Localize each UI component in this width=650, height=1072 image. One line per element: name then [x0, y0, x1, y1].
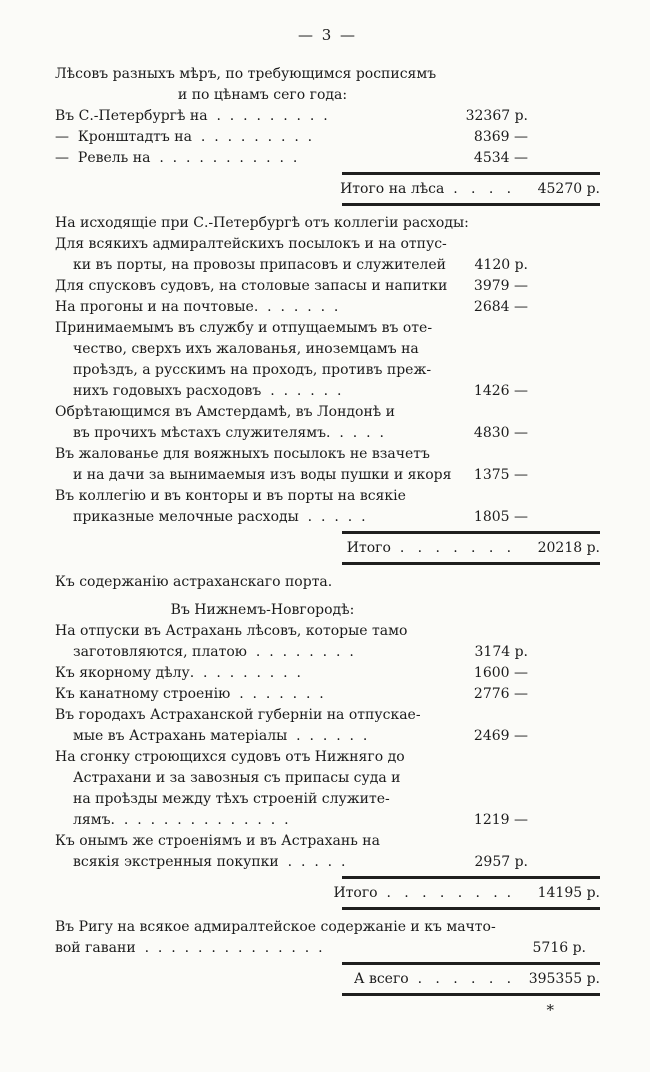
sum-rule	[342, 907, 600, 910]
text-line	[55, 276, 600, 297]
line-text: Итого . . . . . . .	[346, 540, 520, 556]
text-line	[55, 852, 600, 873]
sum-rule	[342, 993, 600, 996]
text-line	[55, 402, 600, 423]
line-amount: 4120 р.	[474, 257, 528, 273]
text-line	[55, 938, 600, 959]
line-amount: 2957 р.	[474, 854, 528, 870]
margin-spacer	[528, 297, 600, 318]
line-amount	[460, 789, 528, 810]
margin-spacer	[528, 339, 600, 360]
text-line	[55, 444, 600, 465]
text-line	[55, 423, 600, 444]
margin-spacer	[528, 663, 600, 684]
sum-rule	[342, 562, 600, 565]
line-text: вой гавани . . . . . . . . . . . . . .	[55, 940, 323, 956]
text-line: Въ Ригу на всякое адмиралтейское содержаніе и къ мачто-	[55, 919, 496, 935]
line-amount: 2469 —	[473, 728, 528, 744]
text-line	[55, 148, 600, 169]
line-text: приказные мелочные расходы . . . . .	[73, 509, 366, 525]
line-amount: 2684 —	[473, 299, 528, 315]
line-text: Въ С.-Петербургѣ на . . . . . . . . .	[55, 108, 328, 124]
line-text: Къ онымъ же строеніямъ и въ Астрахань на	[55, 833, 380, 849]
footnote-mark: *	[546, 1001, 554, 1019]
line-amount: 20218 р.	[537, 540, 600, 556]
text-line	[55, 705, 600, 726]
margin-spacer	[528, 810, 600, 831]
margin-spacer	[528, 465, 600, 486]
line-text: Въ городахъ Астраханской губерніи на отпускае-	[55, 707, 421, 723]
line-text: чество, сверхъ ихъ жалованья, иноземцамъ на	[73, 341, 419, 357]
text-line	[55, 234, 600, 255]
sum-rule	[342, 531, 600, 534]
text-line	[55, 255, 600, 276]
text-line: Въ Нижнемъ-Новгородѣ:	[170, 602, 355, 618]
total-line	[55, 969, 600, 990]
line-amount: 4534 —	[473, 150, 528, 166]
margin-spacer	[528, 768, 600, 789]
document-body	[55, 64, 600, 1021]
line-text: и на дачи за вынимаемыя изъ воды пушки и якоря	[73, 467, 452, 483]
line-text: Къ канатному строенію . . . . . . .	[55, 686, 324, 702]
text-line	[55, 726, 600, 747]
text-line: Къ содержанію астраханскаго порта.	[55, 574, 333, 590]
margin-spacer	[528, 106, 600, 127]
line-amount	[460, 360, 528, 381]
line-amount: 8369 —	[473, 129, 528, 145]
line-amount	[460, 768, 528, 789]
margin-spacer	[528, 831, 600, 852]
margin-spacer	[528, 234, 600, 255]
line-text: на проѣзды между тѣхъ строеній служите-	[73, 791, 390, 807]
text-line	[55, 486, 600, 507]
line-amount	[460, 747, 528, 768]
margin-spacer	[528, 789, 600, 810]
text-line: На исходящіе при С.-Петербургѣ отъ коллегіи расходы:	[55, 215, 469, 231]
text-line	[55, 621, 600, 642]
margin-spacer	[528, 852, 600, 873]
line-amount: 3979 —	[473, 278, 528, 294]
text-line	[55, 318, 600, 339]
line-amount: 1805 —	[473, 509, 528, 525]
line-amount	[460, 831, 528, 852]
line-amount: 5716 р.	[532, 940, 586, 956]
text-line	[55, 360, 600, 381]
line-amount: 1426 —	[473, 383, 528, 399]
margin-spacer	[528, 402, 600, 423]
line-text: нихъ годовыхъ расходовъ . . . . . .	[73, 383, 342, 399]
sum-rule	[342, 203, 600, 206]
line-amount	[460, 234, 528, 255]
line-text: Обрѣтающимся въ Амстердамѣ, въ Лондонѣ и	[55, 404, 395, 420]
line-amount	[460, 621, 528, 642]
line-text: На сгонку строющихся судовъ отъ Нижняго до	[55, 749, 405, 765]
line-text: въ прочихъ мѣстахъ служителямъ. . . . .	[73, 425, 384, 441]
line-text: всякія экстренныя покупки . . . . .	[73, 854, 346, 870]
line-text: мые въ Астрахань матеріалы . . . . . .	[73, 728, 368, 744]
margin-spacer	[528, 642, 600, 663]
sum-rule	[342, 172, 600, 175]
line-text: — Кронштадтъ на . . . . . . . . .	[55, 129, 313, 145]
line-amount	[460, 318, 528, 339]
line-text: Итого на лѣса . . . .	[340, 181, 520, 197]
margin-spacer	[528, 747, 600, 768]
line-text: Для спусковъ судовъ, на столовые запасы и напитки	[55, 278, 448, 294]
text-line	[55, 465, 600, 486]
line-text: Для всякихъ адмиралтейскихъ посылокъ и на отпус-	[55, 236, 447, 252]
text-line	[55, 747, 600, 768]
line-text: Въ жалованье для вояжныхъ посылокъ не взачетъ	[55, 446, 430, 462]
line-text: Итого . . . . . . . .	[333, 885, 520, 901]
text-line	[55, 381, 600, 402]
margin-spacer	[528, 318, 600, 339]
line-amount	[460, 705, 528, 726]
margin-spacer	[528, 276, 600, 297]
text-line	[55, 789, 600, 810]
line-text: А всего . . . . . .	[353, 971, 520, 987]
margin-spacer	[528, 684, 600, 705]
line-text: Къ якорному дѣлу. . . . . . . . .	[55, 665, 301, 681]
sum-rule	[342, 876, 600, 879]
text-line	[55, 831, 600, 852]
margin-spacer	[528, 360, 600, 381]
line-text: Астрахани и за завозныя съ припасы суда и	[73, 770, 401, 786]
margin-spacer	[528, 127, 600, 148]
text-line	[55, 507, 600, 528]
text-line	[55, 768, 600, 789]
text-line: и по цѣнамъ сего года:	[177, 87, 348, 103]
line-amount: 32367 р.	[465, 108, 528, 124]
margin-spacer	[528, 705, 600, 726]
line-text: Принимаемымъ въ службу и отпущаемымъ въ оте-	[55, 320, 433, 336]
line-amount: 2776 —	[473, 686, 528, 702]
total-line	[55, 538, 600, 559]
text-line: Лѣсовъ разныхъ мѣръ, по требующимся росписямъ	[55, 66, 437, 82]
line-amount	[460, 339, 528, 360]
text-line	[55, 642, 600, 663]
line-amount: 1219 —	[473, 812, 528, 828]
sum-rule	[342, 962, 600, 965]
line-text: лямъ. . . . . . . . . . . . . .	[73, 812, 289, 828]
margin-spacer	[528, 726, 600, 747]
margin-spacer	[528, 381, 600, 402]
text-line	[55, 339, 600, 360]
margin-spacer	[528, 148, 600, 169]
page-number: — 3 —	[297, 26, 358, 44]
line-text: На отпуски въ Астрахань лѣсовъ, которые тамо	[55, 623, 408, 639]
text-line	[55, 684, 600, 705]
line-text: проѣздъ, а русскимъ на проходъ, противъ преж-	[73, 362, 432, 378]
line-amount: 395355 р.	[528, 971, 600, 987]
line-text: ки въ порты, на провозы припасовъ и служителей	[73, 257, 446, 273]
margin-spacer	[528, 423, 600, 444]
line-amount	[460, 402, 528, 423]
line-text: заготовляются, платою . . . . . . . .	[73, 644, 354, 660]
margin-spacer	[528, 444, 600, 465]
margin-spacer	[528, 621, 600, 642]
line-amount: 3174 р.	[474, 644, 528, 660]
line-amount: 1375 —	[473, 467, 528, 483]
line-amount	[460, 486, 528, 507]
text-line	[55, 106, 600, 127]
margin-spacer	[528, 486, 600, 507]
text-line	[55, 810, 600, 831]
margin-spacer	[528, 255, 600, 276]
line-amount: 45270 р.	[537, 181, 600, 197]
total-line	[55, 179, 600, 200]
line-text: На прогоны и на почтовые. . . . . . .	[55, 299, 339, 315]
text-line	[55, 297, 600, 318]
line-amount: 4830 —	[473, 425, 528, 441]
line-amount	[460, 444, 528, 465]
total-line	[55, 883, 600, 904]
text-line	[55, 127, 600, 148]
text-line	[55, 663, 600, 684]
line-amount: 1600 —	[473, 665, 528, 681]
margin-spacer	[528, 507, 600, 528]
line-text: — Ревель на . . . . . . . . . . .	[55, 150, 298, 166]
line-amount: 14195 р.	[537, 885, 600, 901]
line-text: Въ коллегію и въ конторы и въ порты на всякіе	[55, 488, 406, 504]
